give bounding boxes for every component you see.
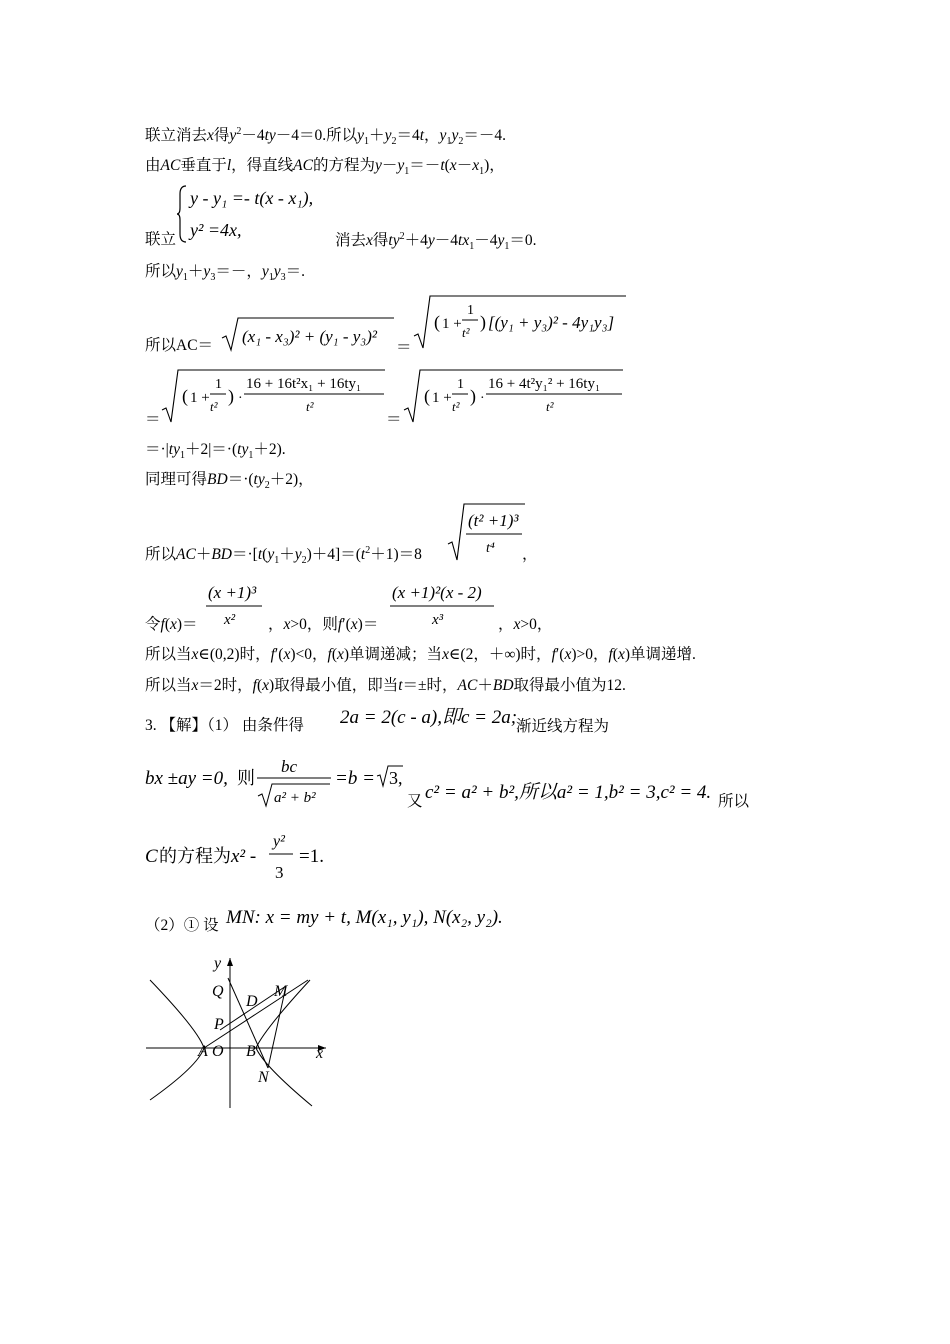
eq-sign-3: ＝ <box>386 411 402 428</box>
section-3-tail: 渐近线方程为 <box>516 718 610 735</box>
label-d: D <box>246 993 258 1010</box>
svg-text:x² -: x² - <box>231 846 257 867</box>
svg-text:1 +: 1 + <box>432 390 452 406</box>
label-o: O <box>212 1043 224 1060</box>
left-branch <box>150 980 204 1100</box>
label-m: M <box>274 983 288 1000</box>
svg-text:): ) <box>480 312 486 332</box>
text-line-10c: ，x>0， <box>498 616 553 633</box>
svg-text:3,: 3, <box>389 768 403 788</box>
label-a: A <box>198 1043 208 1060</box>
asymptote-equation <box>145 754 407 812</box>
svg-text:16 + 4t²y₁² + 16ty₁: 16 + 4t²y₁² + 16ty₁ <box>488 376 601 392</box>
svg-text:(: ( <box>182 386 188 406</box>
svg-text:1 +: 1 + <box>442 316 462 332</box>
elim-text: 消去x得$ty^2+4y-4tx_1-4y_1=0$. <box>335 230 537 253</box>
svg-text:1: 1 <box>457 377 464 392</box>
svg-text:(x +1)³: (x +1)³ <box>208 583 257 602</box>
svg-text:y²: y² <box>273 833 285 850</box>
radical-ac-3 <box>160 366 386 426</box>
svg-text:t²: t² <box>462 325 470 340</box>
comma-9: ， <box>522 546 538 563</box>
svg-text:x³: x³ <box>432 612 444 628</box>
svg-text:·: · <box>238 391 243 406</box>
svg-text:3: 3 <box>275 863 284 882</box>
svg-text:1: 1 <box>467 303 474 318</box>
svg-text:(t² +1)³: (t² +1)³ <box>468 511 519 530</box>
svg-text:): ) <box>470 386 476 406</box>
svg-text:x²: x² <box>224 612 236 628</box>
radical-ac-2 <box>412 292 627 352</box>
section-3-head: 3. 【解】（1） 由条件得 <box>145 717 304 734</box>
svg-text:C: C <box>145 846 158 867</box>
system-brace <box>176 184 188 244</box>
label-y: y <box>214 955 222 972</box>
y-arrow <box>227 958 233 966</box>
label-p: P <box>214 1016 224 1033</box>
you-label: 又 <box>407 793 423 810</box>
svg-text:(: ( <box>424 386 430 406</box>
fraction-fpx <box>388 574 496 630</box>
system-row-1: y - y₁ =- t(x - x₁), <box>190 188 314 208</box>
hyperbola-figure <box>140 950 340 1115</box>
label-n: N <box>258 1069 269 1086</box>
text-line-9: 所以$AC+BD=\cdot[t(y_1+y_2)+4]=(t^2+1)=8$ <box>145 544 422 567</box>
text-line-12: 所以当x＝2时，f(x)取得最小值，即当t＝±时，AC＋BD取得最小值为12. <box>145 677 626 694</box>
svg-text:t²: t² <box>546 399 554 414</box>
radical-ac-4 <box>402 366 624 426</box>
label-b: B <box>246 1043 256 1060</box>
svg-text:bc: bc <box>281 757 298 776</box>
text-line-1: 联立消去x得$y^2-4ty-4=0$.所以$y_1+y_2=4t$，$y_1y_2=-4$. <box>145 125 506 148</box>
svg-text:(: ( <box>434 312 440 332</box>
svg-text:(x +1)²(x - 2): (x +1)²(x - 2) <box>392 583 482 602</box>
section-3-math1: 2a = 2(c - a),即c = 2a; <box>340 707 518 728</box>
svg-text:16 + 16t²x₁ + 16ty₁: 16 + 16t²x₁ + 16ty₁ <box>246 376 362 392</box>
svg-text:t²: t² <box>452 399 460 414</box>
svg-text:的方程为: 的方程为 <box>159 846 231 866</box>
eq-sign-1: ＝ <box>396 339 412 356</box>
section-4-math: MN: x = my + t, M(x₁, y₁), N(x₂, y₂). <box>226 907 503 928</box>
svg-text:=1.: =1. <box>299 846 324 867</box>
text-line-10b: ，x>0，则f′(x)＝ <box>268 616 379 633</box>
system-row-2: y² =4x, <box>190 220 242 240</box>
section-4-head: （2）① 设 <box>145 917 219 934</box>
lianli-label: 联立 <box>145 231 177 248</box>
suoyi-label: 所以 <box>718 793 750 810</box>
eq-sign-2: ＝ <box>145 411 161 428</box>
svg-text:=b =: =b = <box>335 768 375 789</box>
text-line-8: 同理可得$BD=\cdot(ty_2+2)$， <box>145 471 314 492</box>
svg-text:1: 1 <box>215 377 222 392</box>
svg-text:t⁴: t⁴ <box>486 541 495 556</box>
ac-prefix: 所以AC＝ <box>145 337 214 354</box>
radical-ac-1 <box>220 314 395 354</box>
svg-text:则: 则 <box>237 768 255 788</box>
text-line-10a: 令f(x)＝ <box>145 616 198 633</box>
section-3-math3: c² = a² + b²,所以a² = 1,b² = 3,c² = 4. <box>425 782 712 803</box>
text-line-11: 所以当x∈(0,2)时，f′(x)<0，f(x)单调递减；当x∈(2，＋∞)时，f′(x)>0，f(x)单调递增. <box>145 646 696 663</box>
svg-text:): ) <box>228 386 234 406</box>
svg-text:1 +: 1 + <box>190 390 210 406</box>
text-line-4: 所以$y_1+y_3=-$，$y_1y_3=$. <box>145 263 305 284</box>
svg-text:[(y₁ + y₃)² - 4y₁y₃]: [(y₁ + y₃)² - 4y₁y₃] <box>488 313 615 332</box>
svg-text:·: · <box>480 391 485 406</box>
text-line-2: 由AC垂直于l，得直线AC的方程为$y-y_1=-t(x-x_1)$， <box>145 157 505 178</box>
label-q: Q <box>212 983 224 1000</box>
text-line-7: $=\cdot|ty_1+2|=\cdot(ty_1+2)$. <box>145 441 286 462</box>
radical-sum <box>446 500 526 564</box>
svg-text:t²: t² <box>306 399 314 414</box>
hyperbola-equation <box>145 826 335 884</box>
fraction-fx <box>204 574 264 630</box>
svg-text:bx ±ay =0,: bx ±ay =0, <box>145 768 228 789</box>
svg-text:(x₁ - x₃)² + (y₁ - y₃)²: (x₁ - x₃)² + (y₁ - y₃)² <box>242 327 377 346</box>
svg-text:a² + b²: a² + b² <box>274 790 316 806</box>
label-x: x <box>316 1045 324 1062</box>
svg-text:t²: t² <box>210 399 218 414</box>
